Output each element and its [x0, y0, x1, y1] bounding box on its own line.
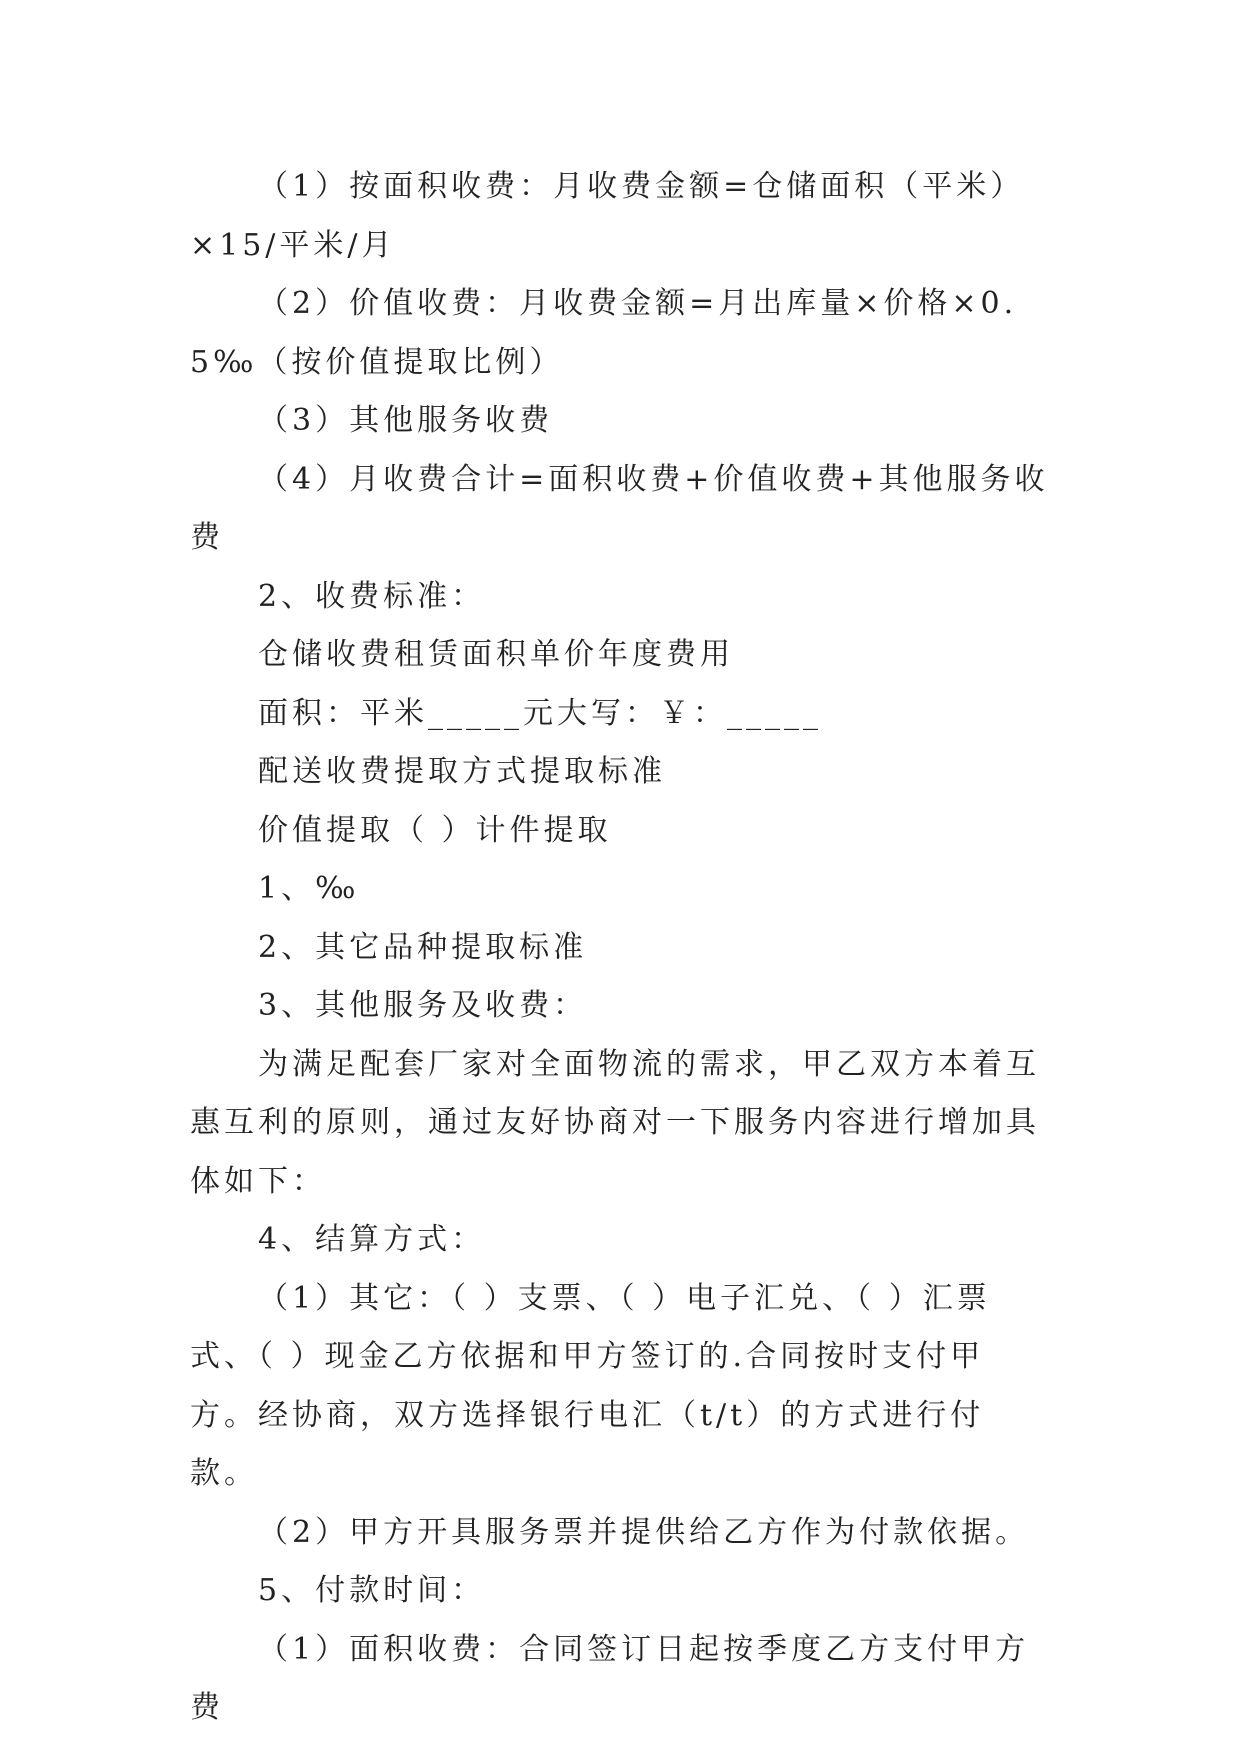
paragraph-area-fee: （1）按面积收费：月收费金额=仓储面积（平米）×15/平米/月 [190, 169, 1025, 263]
paragraph-other-service-fee: （3）其他服务收费 [258, 403, 554, 438]
heading-settlement-method: 4、结算方式： [258, 1222, 486, 1257]
paragraph-value-fee: （2）价值收费：月收费金额=月出库量×价格×0.5‰（按价值提取比例） [190, 286, 1018, 380]
paragraph-logistics-needs: 为满足配套厂家对全面物流的需求，甲乙双方本着互惠互利的原则，通过友好协商对一下服务内容进行增加具体如下： [190, 1046, 1040, 1199]
heading-payment-time: 5、付款时间： [258, 1573, 486, 1608]
document-body [190, 158, 1050, 1738]
paragraph-area-fee-payment: （1）面积收费：合同签订日起按季度乙方支付甲方费 [190, 1631, 1030, 1725]
paragraph-invoice: （2）甲方开具服务票并提供给乙方作为付款依据。 [258, 1514, 1030, 1550]
paragraph-value-extraction: 价值提取（ ）计件提取 [258, 812, 612, 848]
paragraph-monthly-total: （4）月收费合计=面积收费+价值收费+其他服务收费 [190, 461, 1049, 555]
paragraph-storage-rental: 仓储收费租赁面积单价年度费用 [258, 637, 734, 672]
paragraph-delivery-fee: 配送收费提取方式提取标准 [258, 754, 666, 789]
paragraph-other-varieties: 2、其它品种提取标准 [258, 929, 588, 965]
heading-other-services: 3、其他服务及收费： [258, 988, 588, 1023]
paragraph-permille: 1、‰ [258, 871, 360, 906]
paragraph-area-amount: 面积：平米_____元大写：￥：_____ [258, 695, 822, 731]
paragraph-payment-options: （1）其它：（ ）支票、（ ）电子汇兑、（ ）汇票式、（ ）现金乙方依据和甲方签订的.合同按时支付甲方。经协商，双方选择银行电汇（t/t）的方式进行付款。 [190, 1280, 991, 1491]
heading-fee-standard: 2、收费标准： [258, 578, 486, 614]
